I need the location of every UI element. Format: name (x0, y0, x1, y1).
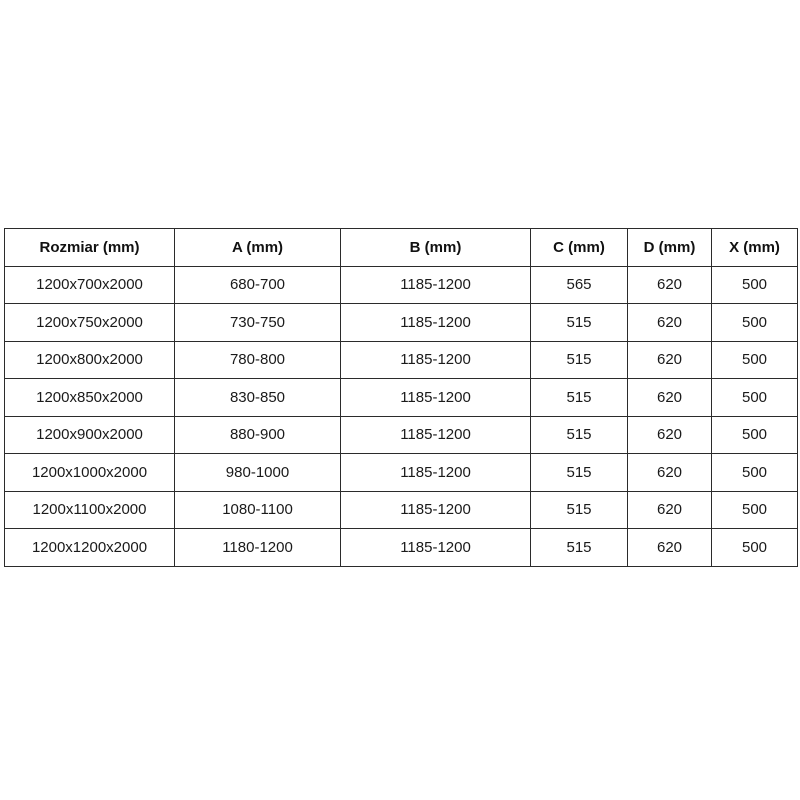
table-cell: 1200x900x2000 (5, 416, 175, 454)
table-cell: 1200x750x2000 (5, 304, 175, 342)
table-cell: 620 (628, 379, 712, 417)
column-header-d: D (mm) (628, 229, 712, 267)
table-row (5, 379, 798, 417)
table-cell: 1200x1000x2000 (5, 454, 175, 492)
table-cell: 620 (628, 529, 712, 567)
table-cell: 620 (628, 266, 712, 304)
table-row (5, 491, 798, 529)
table-cell: 515 (531, 304, 628, 342)
table-cell: 500 (712, 379, 798, 417)
table-cell: 1185-1200 (341, 454, 531, 492)
table-cell: 1200x1100x2000 (5, 491, 175, 529)
table-cell: 515 (531, 379, 628, 417)
table-cell: 1185-1200 (341, 491, 531, 529)
table-cell: 880-900 (175, 416, 341, 454)
table-cell: 1200x1200x2000 (5, 529, 175, 567)
table-cell: 1080-1100 (175, 491, 341, 529)
table-cell: 500 (712, 416, 798, 454)
table-cell: 730-750 (175, 304, 341, 342)
size-specification-table (4, 228, 798, 567)
table-cell: 515 (531, 491, 628, 529)
table-row (5, 304, 798, 342)
table-cell: 500 (712, 529, 798, 567)
table-row (5, 416, 798, 454)
table-cell: 620 (628, 341, 712, 379)
table-cell: 1185-1200 (341, 266, 531, 304)
table-cell: 515 (531, 454, 628, 492)
table-row (5, 266, 798, 304)
table-cell: 1185-1200 (341, 416, 531, 454)
table-row (5, 454, 798, 492)
table-cell: 680-700 (175, 266, 341, 304)
table-row (5, 341, 798, 379)
table-cell: 500 (712, 454, 798, 492)
table-body (5, 266, 798, 566)
table-cell: 620 (628, 454, 712, 492)
table-cell: 515 (531, 529, 628, 567)
table-cell: 1180-1200 (175, 529, 341, 567)
table-row (5, 529, 798, 567)
table-cell: 1200x700x2000 (5, 266, 175, 304)
table-cell: 1185-1200 (341, 341, 531, 379)
table-cell: 515 (531, 341, 628, 379)
table-cell: 515 (531, 416, 628, 454)
table-cell: 620 (628, 491, 712, 529)
table-cell: 500 (712, 491, 798, 529)
column-header-c: C (mm) (531, 229, 628, 267)
column-header-x: X (mm) (712, 229, 798, 267)
table-cell: 780-800 (175, 341, 341, 379)
table-cell: 620 (628, 416, 712, 454)
table-cell: 980-1000 (175, 454, 341, 492)
table-cell: 500 (712, 304, 798, 342)
column-header-rozmiar: Rozmiar (mm) (5, 229, 175, 267)
table-cell: 1185-1200 (341, 304, 531, 342)
table-header-row (5, 229, 798, 267)
table-cell: 1185-1200 (341, 379, 531, 417)
table-cell: 500 (712, 266, 798, 304)
column-header-b: B (mm) (341, 229, 531, 267)
table-cell: 1185-1200 (341, 529, 531, 567)
table-cell: 1200x850x2000 (5, 379, 175, 417)
table-cell: 830-850 (175, 379, 341, 417)
table-cell: 500 (712, 341, 798, 379)
table-cell: 565 (531, 266, 628, 304)
table-cell: 620 (628, 304, 712, 342)
table-cell: 1200x800x2000 (5, 341, 175, 379)
column-header-a: A (mm) (175, 229, 341, 267)
